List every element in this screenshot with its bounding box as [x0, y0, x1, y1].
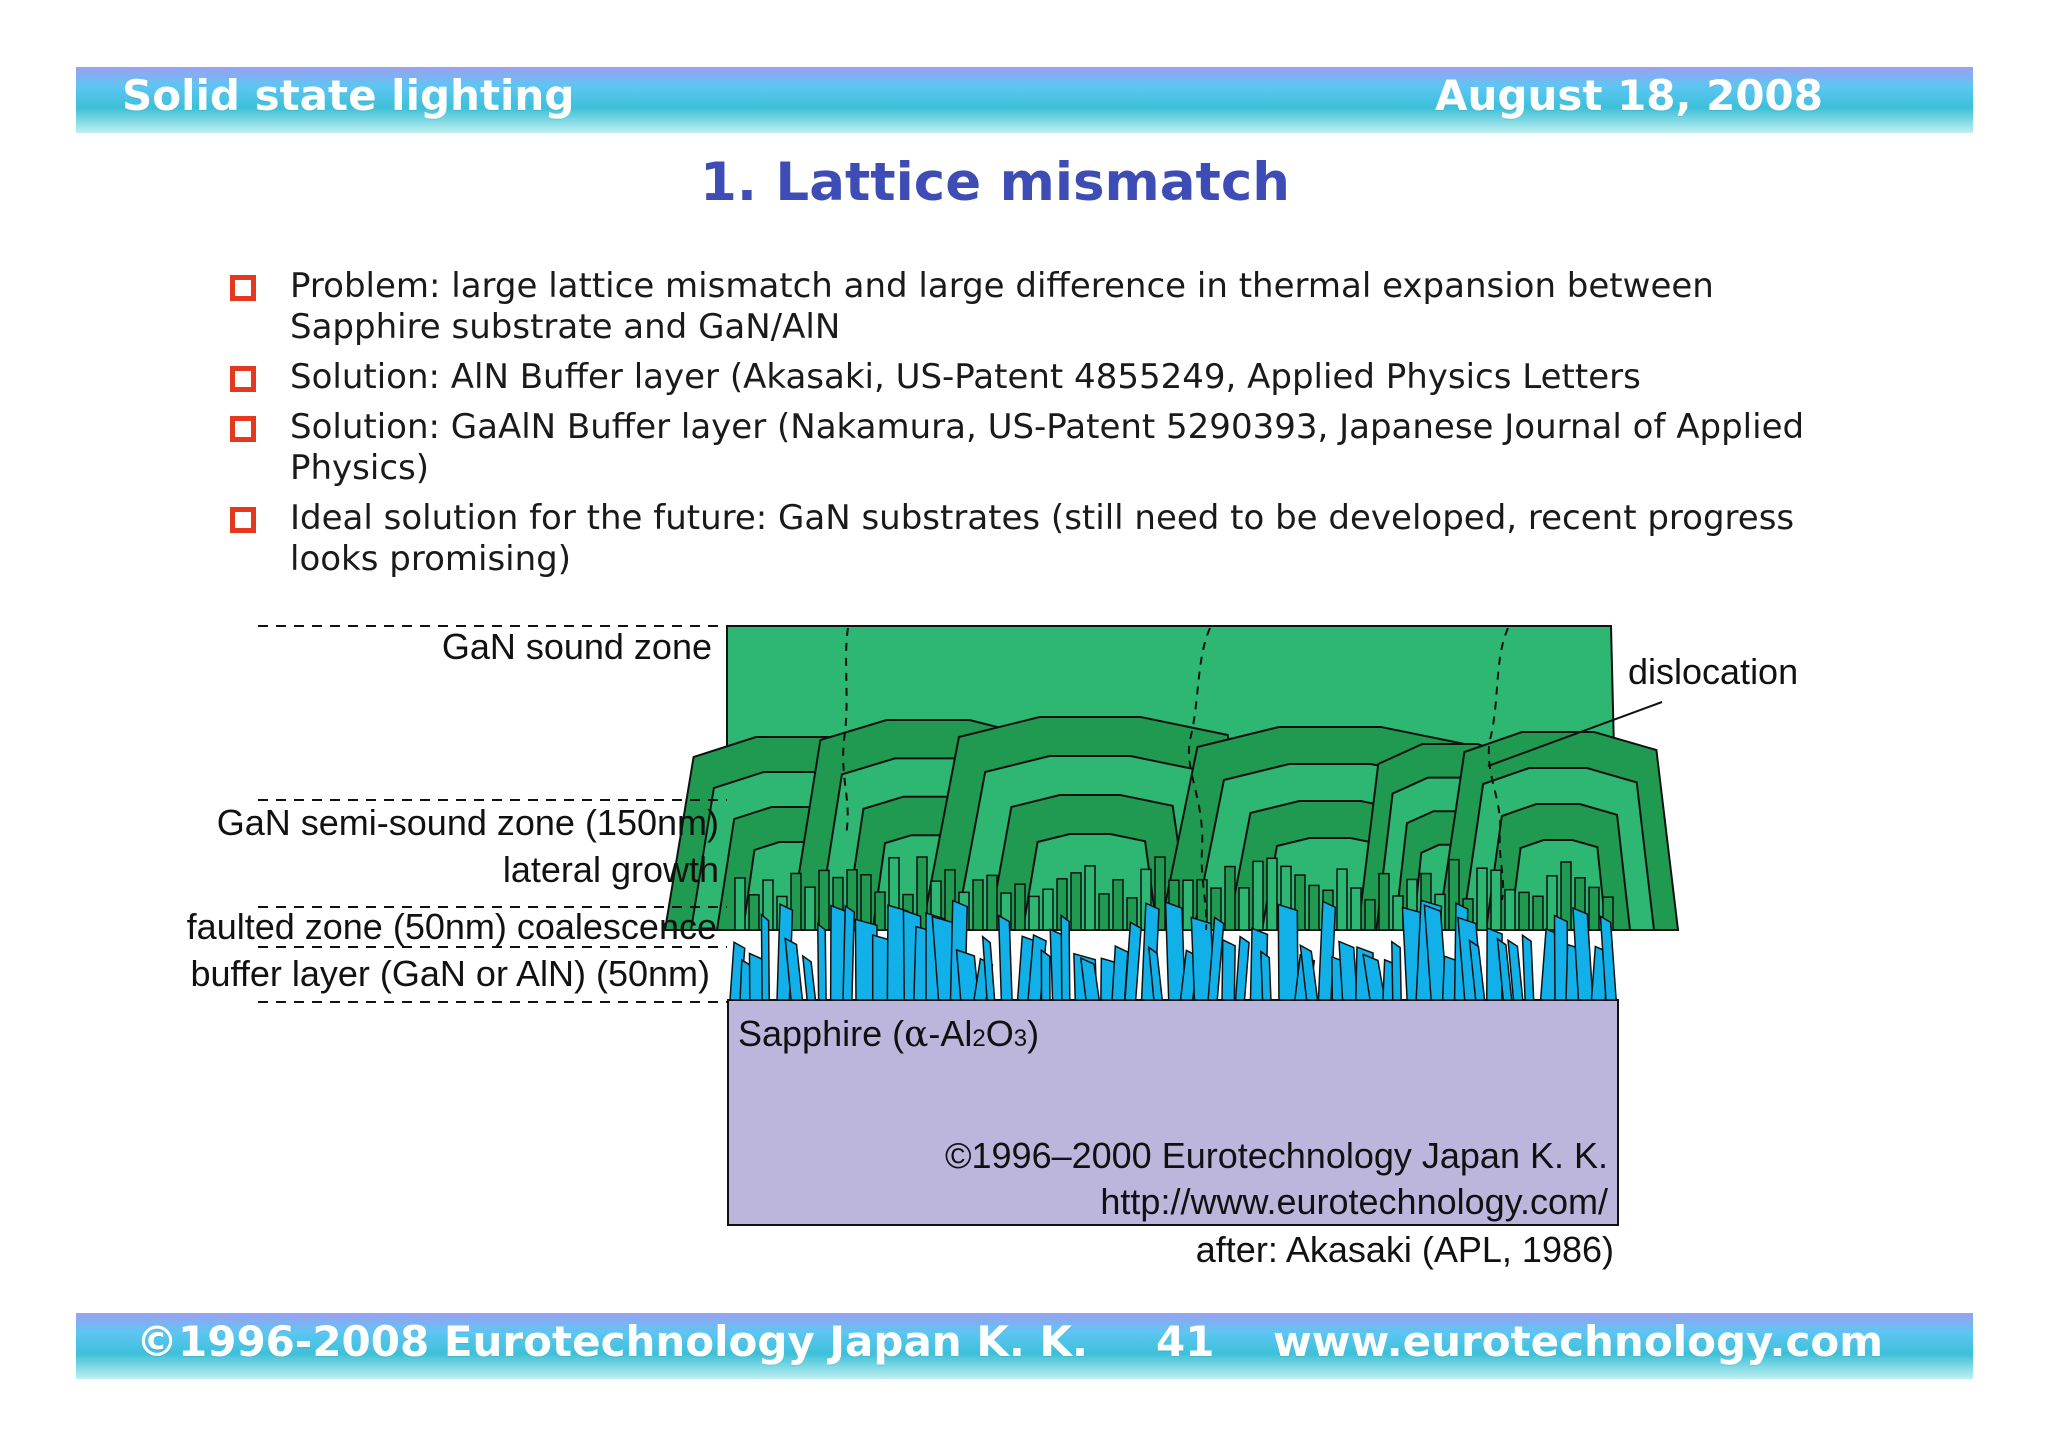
- header-date: August 18, 2008: [1435, 71, 1823, 120]
- label-faulted-zone: faulted zone (50nm) coalescence: [186, 906, 717, 947]
- buffer-crystal: [1278, 905, 1298, 1000]
- buffer-crystal: [1125, 922, 1141, 1000]
- buffer-crystal: [1041, 950, 1050, 1000]
- faulted-column: [1337, 869, 1347, 930]
- buffer-crystal: [1339, 941, 1357, 1000]
- faulted-column: [805, 887, 815, 930]
- lateral-growth-mounds: [665, 717, 1678, 930]
- faulted-column: [973, 880, 983, 930]
- faulted-column: [735, 878, 745, 930]
- faulted-column: [1225, 867, 1235, 930]
- faulted-column: [1043, 889, 1053, 930]
- faulted-column: [1015, 884, 1025, 930]
- label-buffer-layer: buffer layer (GaN or AlN) (50nm): [190, 953, 710, 994]
- header-left: Solid state lighting: [122, 71, 575, 120]
- label-dislocation: dislocation: [1628, 651, 1799, 692]
- faulted-column: [875, 892, 885, 930]
- faulted-column: [1113, 880, 1123, 930]
- faulted-column: [1309, 885, 1319, 930]
- faulted-column: [1505, 890, 1515, 930]
- faulted-column: [1379, 874, 1389, 930]
- buffer-crystal: [1236, 937, 1250, 1000]
- faulted-column: [1239, 888, 1249, 930]
- faulted-column: [1085, 866, 1095, 930]
- page-title: 1. Lattice mismatch: [699, 152, 1291, 213]
- footer-band: [76, 1313, 1973, 1379]
- faulted-column: [1029, 896, 1039, 930]
- buffer-crystal: [1392, 942, 1401, 1000]
- bullet-text: Problem: large lattice mismatch and large difference in thermal expansion between Sapphire substrate and GaN/AlN: [290, 266, 1714, 347]
- faulted-column: [1491, 870, 1501, 930]
- label-lateral-growth: lateral growth: [502, 849, 719, 890]
- faulted-column: [1365, 900, 1375, 930]
- faulted-column: [1099, 894, 1109, 930]
- buffer-crystal: [803, 956, 816, 1000]
- diagram-copyright: ©1996–2000 Eurotechnology Japan K. K.: [944, 1135, 1608, 1176]
- label-gan-sound-zone: GaN sound zone: [441, 626, 712, 667]
- label-semi-sound-zone: GaN semi-sound zone (150nm): [216, 802, 719, 843]
- faulted-column: [1477, 868, 1487, 930]
- faulted-column: [749, 895, 759, 930]
- bullet-text: Solution: AlN Buffer layer (Akasaki, US-Patent 4855249, Applied Physics Letters: [290, 357, 1641, 397]
- buffer-crystal: [761, 915, 769, 1000]
- buffer-crystal: [818, 924, 826, 1000]
- faulted-column: [1253, 861, 1263, 930]
- bullet-text: Ideal solution for the future: GaN substrates (still need to be developed, recent progress looks promising): [290, 498, 1795, 579]
- bullet-text: Solution: GaAlN Buffer layer (Nakamura, US-Patent 5290393, Japanese Journal of Applied Physics): [290, 407, 1805, 488]
- faulted-column: [819, 870, 829, 930]
- faulted-column: [1519, 892, 1529, 930]
- faulted-column: [1071, 873, 1081, 930]
- faulted-column: [1351, 888, 1361, 930]
- buffer-crystal: [999, 916, 1012, 1000]
- faulted-column: [987, 875, 997, 930]
- footer-url: www.eurotechnology.com: [1272, 1317, 1883, 1366]
- faulted-column: [1393, 896, 1403, 930]
- buffer-crystal: [1061, 916, 1070, 1000]
- diagram-source: after: Akasaki (APL, 1986): [1195, 1229, 1614, 1270]
- faulted-column: [1533, 896, 1543, 930]
- diagram-url: http://www.eurotechnology.com/: [1100, 1181, 1608, 1222]
- page-number: 41: [1156, 1317, 1215, 1366]
- buffer-crystal: [843, 906, 854, 1000]
- buffer-crystal: [1261, 952, 1271, 1000]
- faulted-column: [1267, 858, 1277, 930]
- faulted-column: [1589, 887, 1599, 930]
- label-sapphire: Sapphire (α-Al2O3): [738, 1013, 1040, 1055]
- buffer-crystal: [1522, 935, 1533, 1000]
- footer-copyright: ©1996-2008 Eurotechnology Japan K. K.: [136, 1317, 1088, 1366]
- buffer-crystal: [1222, 940, 1235, 1000]
